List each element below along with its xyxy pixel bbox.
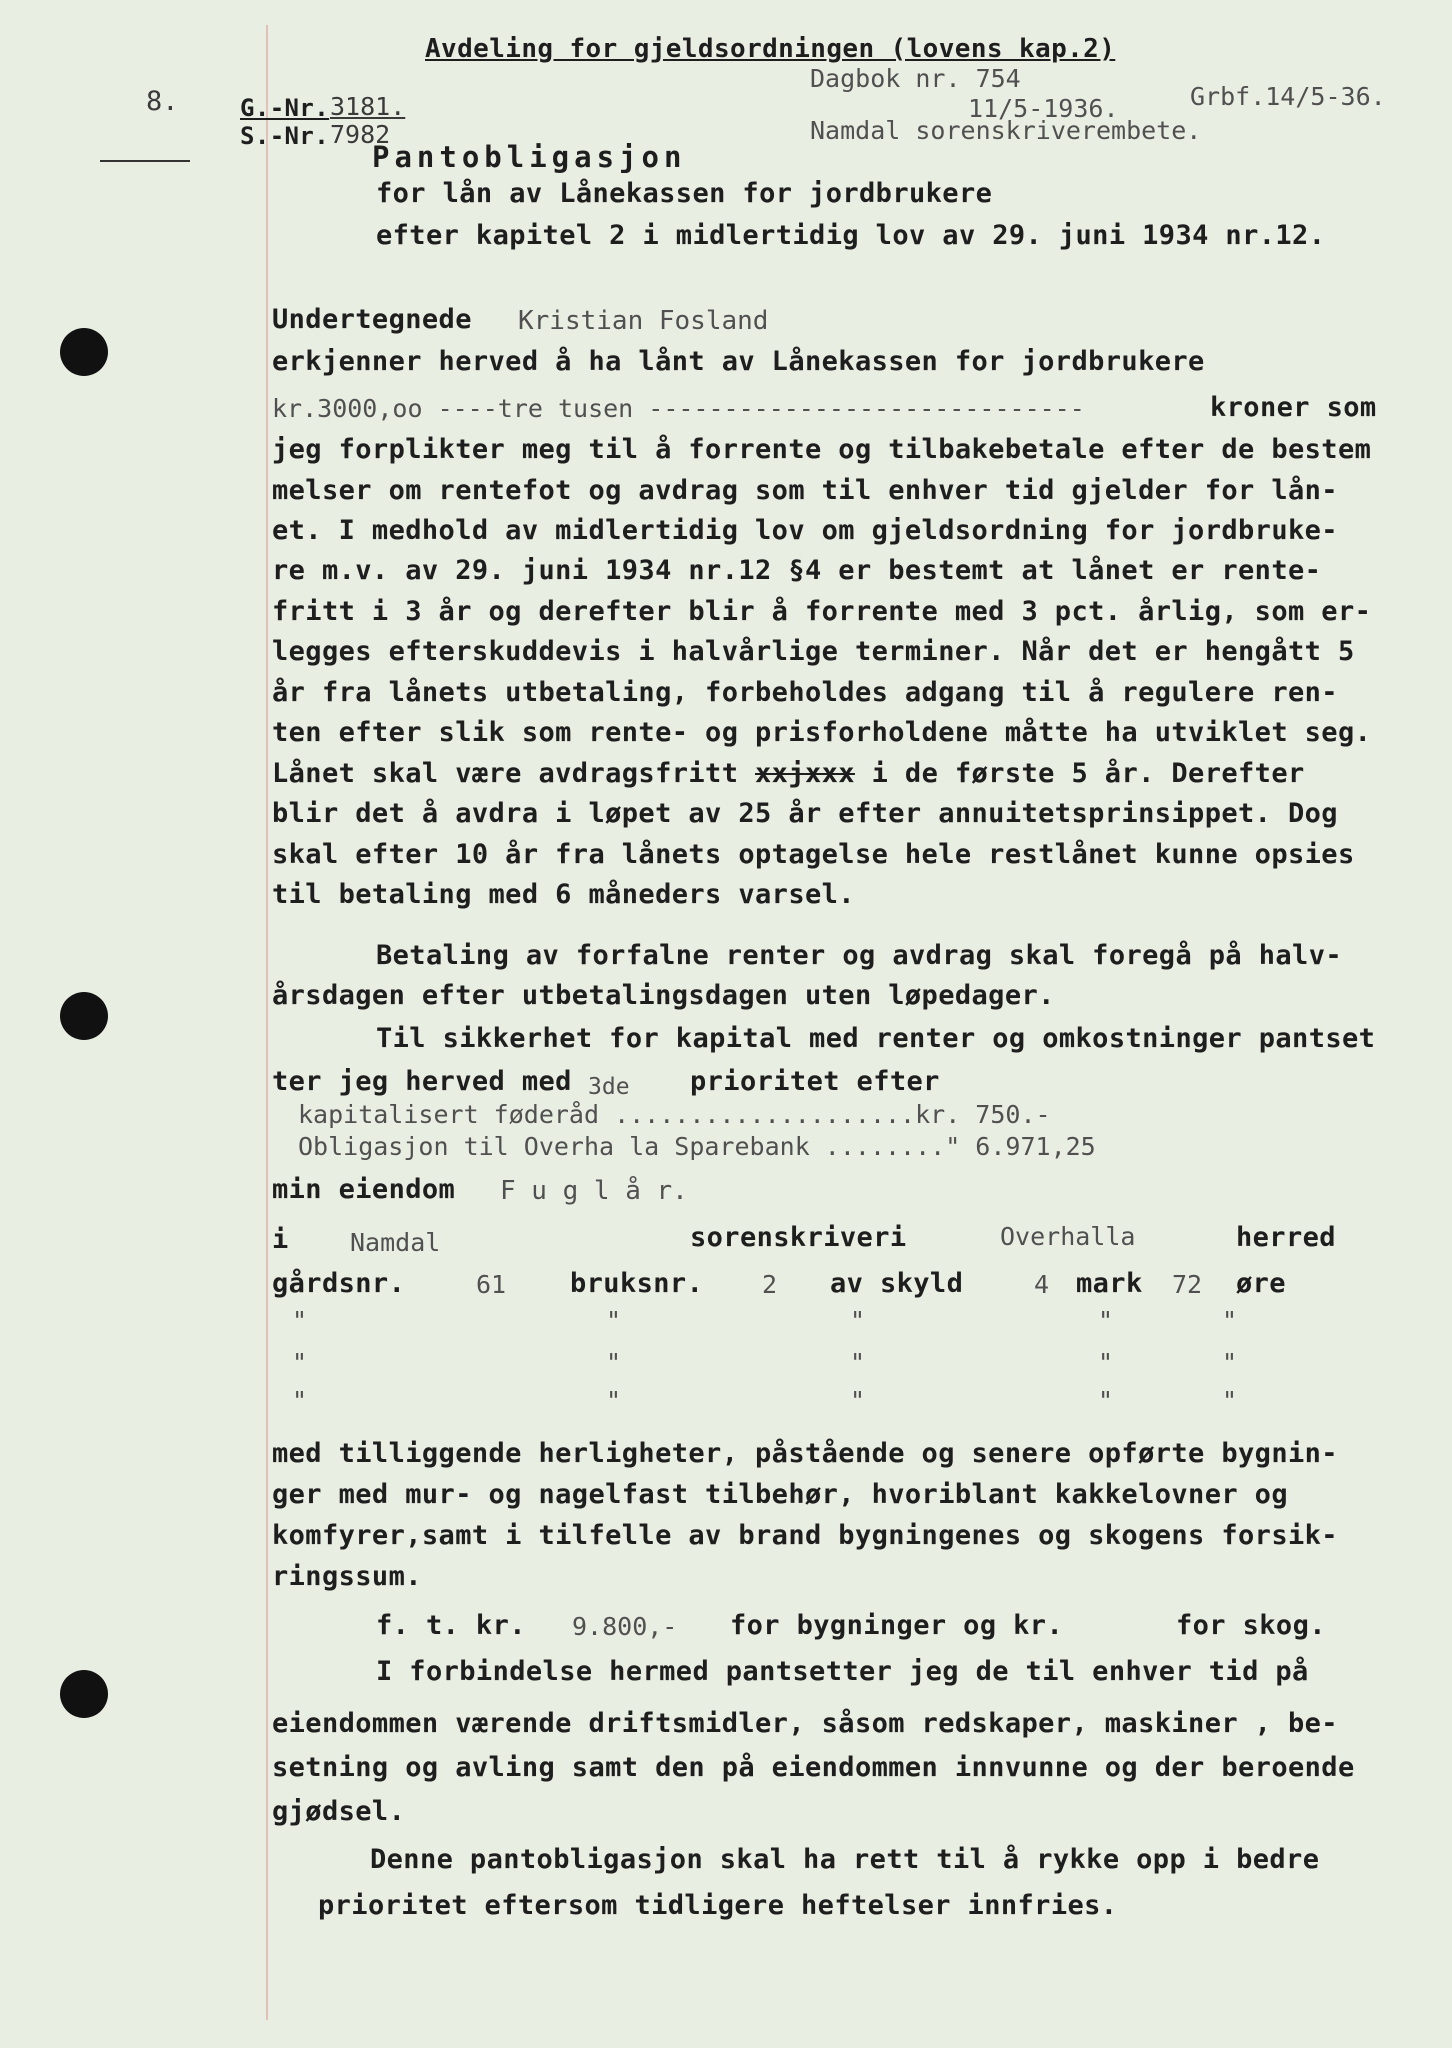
appurtenance-line: ringssum. — [272, 1561, 422, 1592]
g-nr-value: 3181. — [330, 92, 406, 121]
document-title: Pantobligasjon — [372, 140, 687, 174]
gardsnr-value: 61 — [476, 1270, 507, 1299]
debtor-name: Kristian Fosland — [518, 306, 769, 336]
equipment-line: I forbindelse hermed pantsetter jeg de til enhver tid på — [376, 1656, 1309, 1687]
dagbok-number: Dagbok nr. 754 — [810, 64, 1021, 93]
equipment-line: gjødsel. — [272, 1796, 406, 1827]
punch-hole — [60, 1670, 108, 1718]
terms-line: jeg forplikter meg til å forrente og tilbakebetale efter de bestem — [272, 434, 1372, 465]
priority-number: 3de — [588, 1074, 630, 1100]
ditto-mark: " — [1222, 1306, 1238, 1335]
ditto-mark: " — [1222, 1348, 1238, 1377]
insurance-amount: 9.800,- — [572, 1612, 678, 1641]
gardsnr-label: gårdsnr. — [272, 1268, 406, 1299]
terms-line: skal efter 10 år fra lånets optagelse hele restlånet kunne opsies — [272, 839, 1355, 870]
terms-line: et. I medhold av midlertidig lov om gjeldsordning for jordbruke- — [272, 515, 1338, 546]
insurance-end: for skog. — [1176, 1610, 1326, 1641]
ditto-mark: " — [1222, 1386, 1238, 1415]
ore-value: 72 — [1172, 1270, 1203, 1299]
appurtenance-line: med tilliggende herligheter, påstående og senere opførte bygnin- — [272, 1438, 1338, 1469]
herred-name: Overhalla — [1000, 1222, 1136, 1251]
bruksnr-value: 2 — [762, 1270, 778, 1299]
margin-dash — [100, 160, 190, 162]
terms-line: ten efter slik som rente- og prisforholdene måtte ha utviklet seg. — [272, 717, 1372, 748]
property-label: min eiendom — [272, 1174, 456, 1205]
court-office: Namdal sorenskriverembete. — [810, 116, 1202, 145]
struck-text: xxjxxx — [755, 758, 855, 789]
terms-line: blir det å avdra i løpet av 25 år efter annuitetsprinsippet. Dog — [272, 798, 1338, 829]
ditto-mark: " — [292, 1348, 308, 1377]
ditto-mark: " — [1098, 1386, 1114, 1415]
in-label: i — [272, 1224, 289, 1255]
punch-hole — [60, 992, 108, 1040]
prior-encumbrance: kapitalisert føderåd ....................kr. 750.- — [298, 1100, 1051, 1129]
property-name: F u g l å r. — [500, 1176, 688, 1206]
ore-label: øre — [1236, 1268, 1286, 1299]
mark-value: 4 — [1034, 1270, 1050, 1299]
s-nr-label: S.-Nr. — [240, 122, 330, 150]
page-number: 8. — [146, 86, 179, 117]
payment-line: årsdagen efter utbetalingsdagen uten løpedager. — [272, 980, 1055, 1011]
terms-line: fritt i 3 år og derefter blir å forrente med 3 pct. årlig, som er- — [272, 596, 1372, 627]
district-name: Namdal — [350, 1228, 441, 1257]
ditto-mark: " — [292, 1386, 308, 1415]
prior-encumbrance: Obligasjon til Overha la Sparebank ........" 6.971,25 — [298, 1132, 1096, 1161]
terms-line: år fra lånets utbetaling, forbeholdes adgang til å regulere ren- — [272, 677, 1338, 708]
equipment-line: setning og avling samt den på eiendommen innvunne og der beroende — [272, 1752, 1355, 1783]
loan-amount: kr.3000,oo ----tre tusen ----------------------------- — [272, 394, 1085, 423]
ditto-mark: " — [1098, 1306, 1114, 1335]
ditto-mark: " — [292, 1306, 308, 1335]
ditto-mark: " — [606, 1306, 622, 1335]
security-line-2-pre: ter jeg herved med — [272, 1066, 572, 1097]
herred-label: herred — [1236, 1222, 1336, 1253]
ditto-mark: " — [606, 1386, 622, 1415]
avdrag-pre: Lånet skal være avdragsfritt — [272, 758, 756, 789]
undersigned-label: Undertegnede — [272, 304, 472, 335]
appurtenance-line: ger med mur- og nagelfast tilbehør, hvoriblant kakkelovner og — [272, 1479, 1288, 1510]
closing-line: Denne pantobligasjon skal ha rett til å rykke opp i bedre — [370, 1844, 1320, 1875]
ditto-mark: " — [850, 1386, 866, 1415]
amount-tail: kroner som — [1210, 392, 1377, 423]
s-nr-value: 7982 — [330, 120, 391, 149]
ditto-mark: " — [1098, 1348, 1114, 1377]
title-line-3: efter kapitel 2 i midlertidig lov av 29. juni 1934 nr.12. — [376, 220, 1326, 251]
department-header: Avdeling for gjeldsordningen (lovens kap.2) — [425, 34, 1116, 64]
dagbok-date: 11/5-1936. — [968, 94, 1119, 123]
avdrag-line — [272, 758, 1305, 789]
sorenskriveri-label: sorenskriveri — [690, 1222, 907, 1253]
security-line-2-post: prioritet efter — [690, 1066, 940, 1097]
avdrag-post: i de første 5 år. Derefter — [854, 758, 1305, 789]
insurance-post: for bygninger og kr. — [730, 1610, 1064, 1641]
ditto-mark: " — [850, 1306, 866, 1335]
grbf-date: Grbf.14/5-36. — [1190, 82, 1386, 111]
punch-hole — [60, 328, 108, 376]
ditto-mark: " — [850, 1348, 866, 1377]
terms-line: legges efterskuddevis i halvårlige terminer. Når det er hengått 5 — [272, 636, 1355, 667]
insurance-pre: f. t. kr. — [376, 1610, 526, 1641]
title-line-2: for lån av Lånekassen for jordbrukere — [376, 178, 993, 209]
closing-line: prioritet eftersom tidligere heftelser innfries. — [318, 1890, 1118, 1921]
g-nr-label: G.-Nr. — [240, 94, 330, 122]
bruksnr-label: bruksnr. — [570, 1268, 704, 1299]
mark-label: mark — [1076, 1268, 1143, 1299]
ditto-mark: " — [606, 1348, 622, 1377]
terms-line: melser om rentefot og avdrag som til enhver tid gjelder for lån- — [272, 475, 1338, 506]
security-line: Til sikkerhet for kapital med renter og omkostninger pantset — [376, 1023, 1376, 1054]
payment-line: Betaling av forfalne renter og avdrag skal foregå på halv- — [376, 940, 1343, 971]
skyld-label: av skyld — [830, 1268, 964, 1299]
equipment-line: eiendommen værende driftsmidler, såsom redskaper, maskiner , be- — [272, 1708, 1338, 1739]
margin-rule — [266, 25, 268, 2020]
appurtenance-line: komfyrer,samt i tilfelle av brand bygningenes og skogens forsik- — [272, 1520, 1338, 1551]
acknowledgement-line: erkjenner herved å ha lånt av Lånekassen for jordbrukere — [272, 346, 1205, 377]
terms-line: re m.v. av 29. juni 1934 nr.12 §4 er bestemt at lånet er rente- — [272, 555, 1322, 586]
terms-line: til betaling med 6 måneders varsel. — [272, 879, 855, 910]
